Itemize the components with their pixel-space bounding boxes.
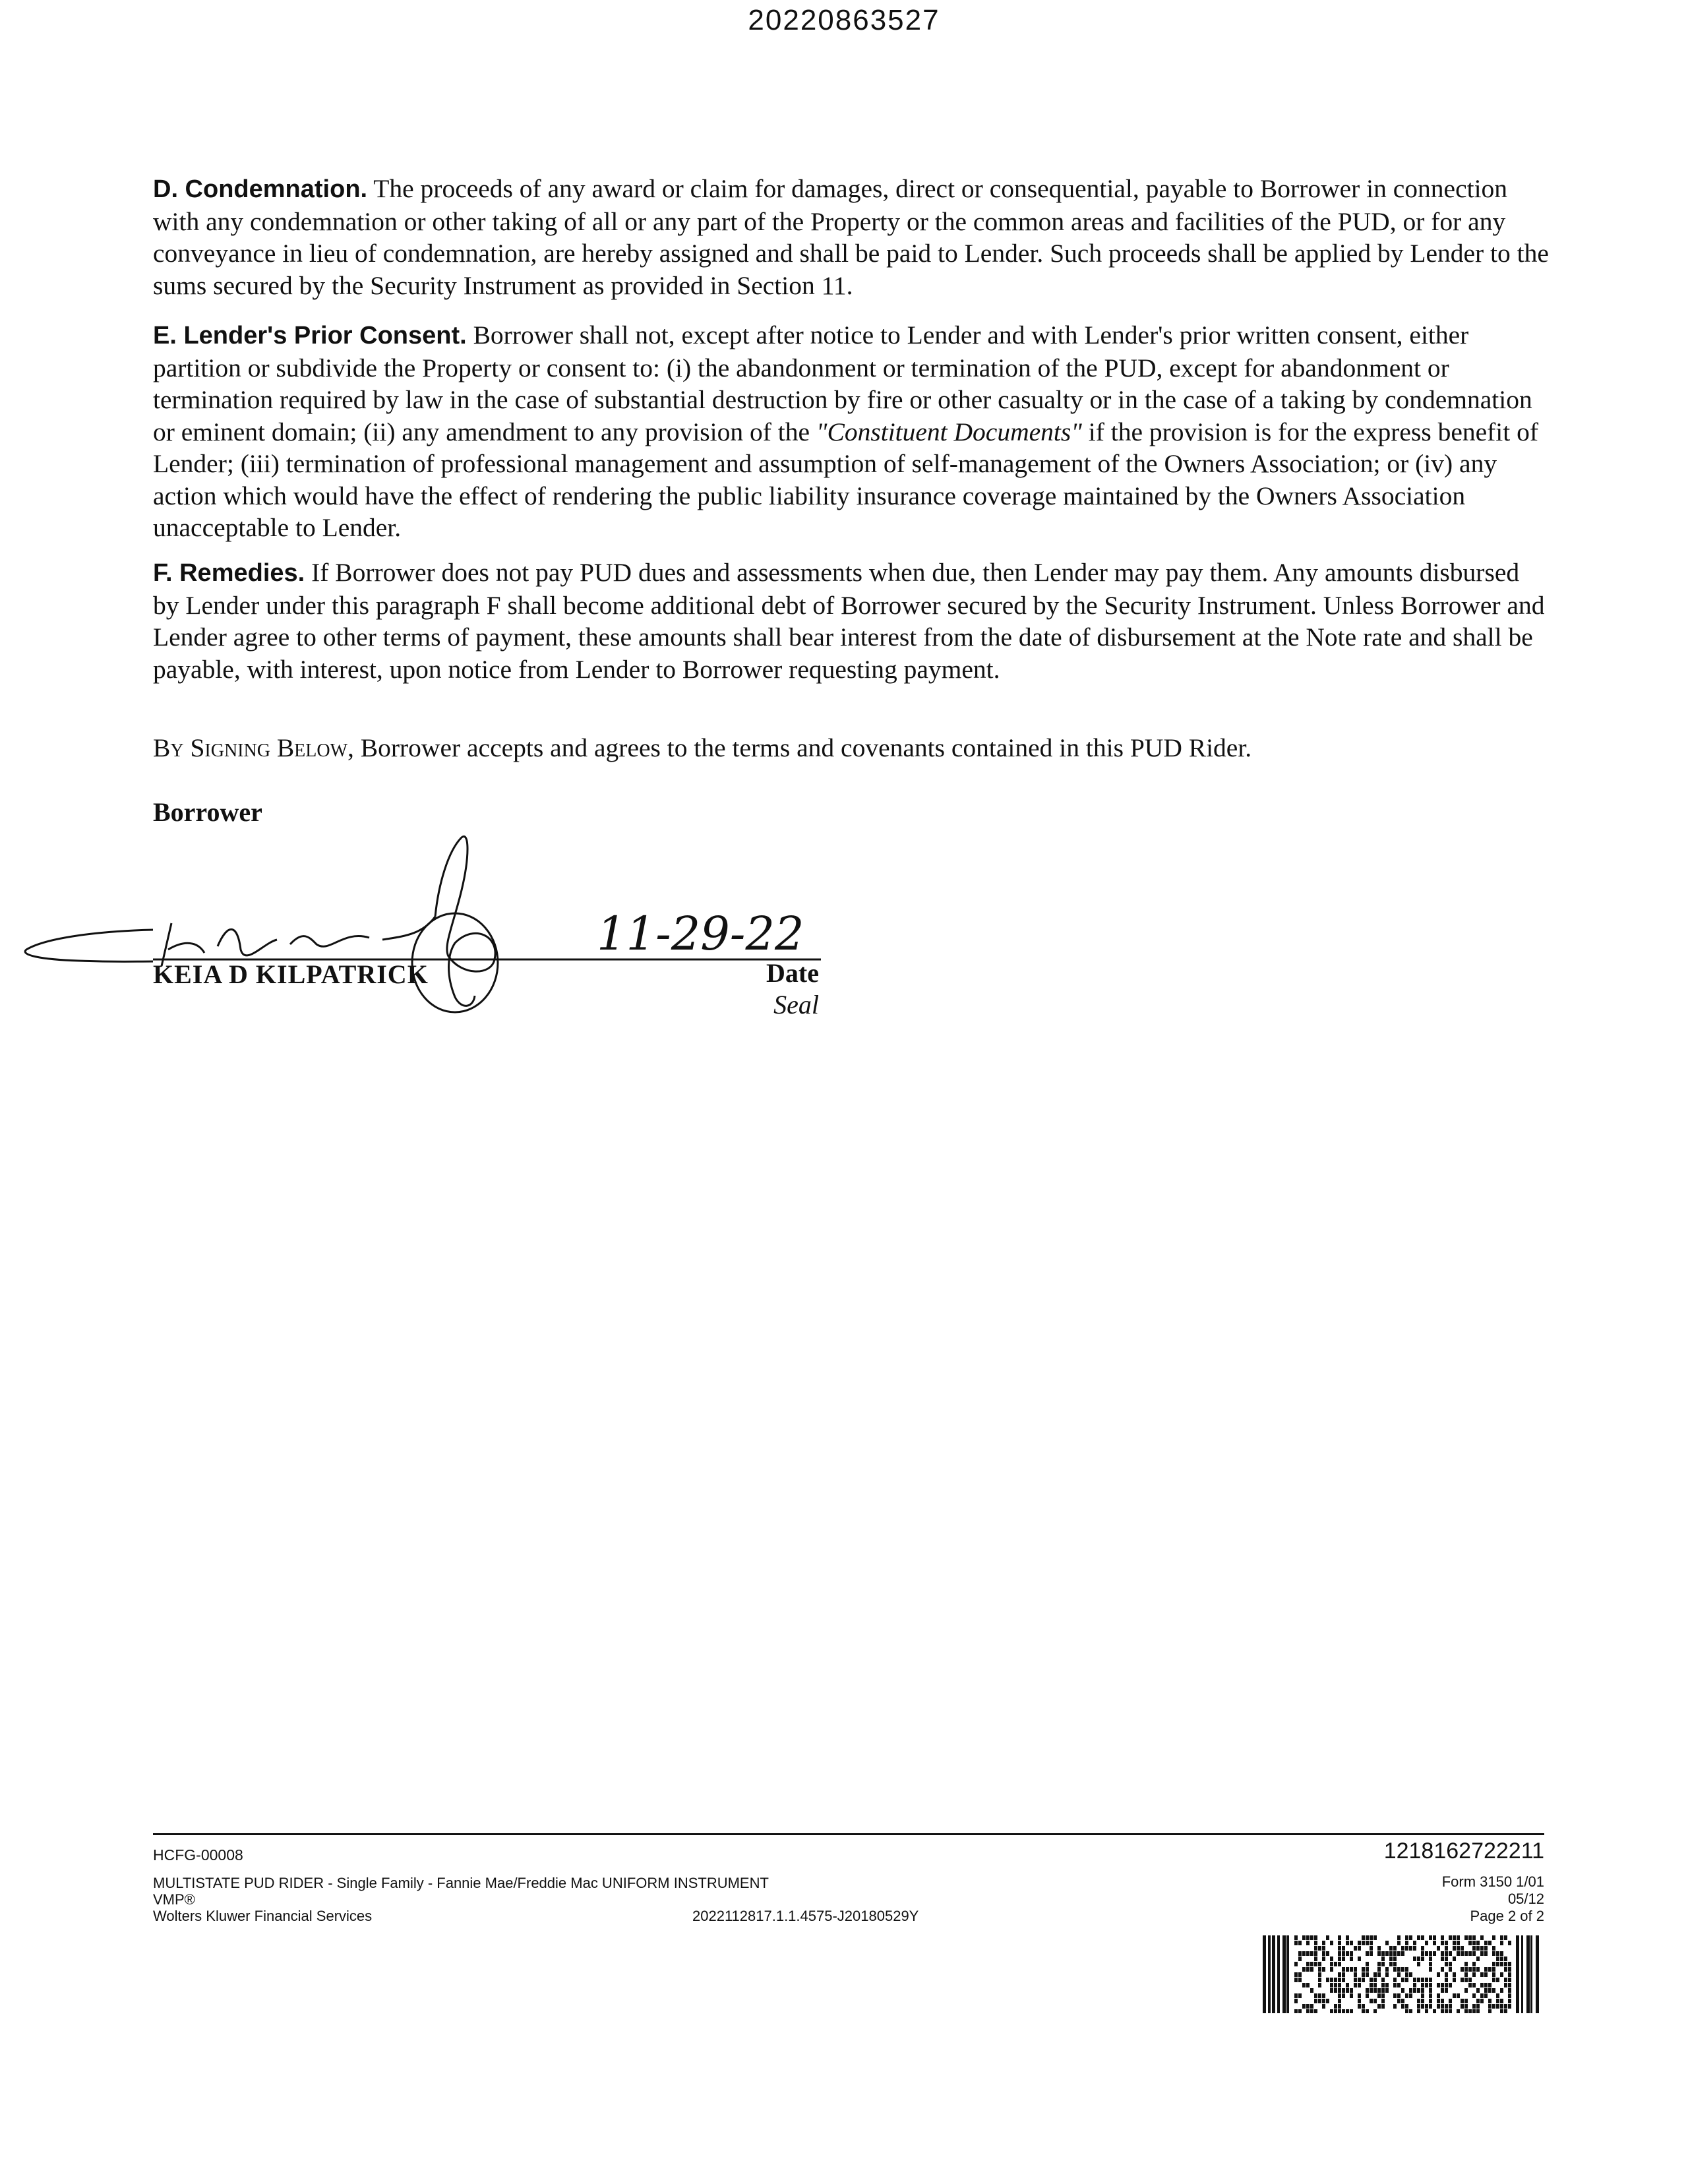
section-heading: F. Remedies.: [153, 559, 305, 587]
page-number: Page 2 of 2: [1470, 1908, 1544, 1924]
loan-number: 1218162722211: [1383, 1838, 1544, 1864]
barcode-icon: [1263, 1935, 1540, 2013]
section-heading: E. Lender's Prior Consent.: [153, 322, 467, 349]
vmp-mark: VMP®: [153, 1891, 195, 1908]
handwritten-date: 11-29-22: [597, 907, 804, 961]
signing-statement: [153, 732, 1551, 764]
section-remedies: [153, 557, 1551, 685]
signing-lead: By Signing Below,: [153, 733, 354, 762]
constituent-documents-term: "Constituent Documents": [816, 417, 1082, 446]
document-id: 2022112817.1.1.4575-J20180529Y: [692, 1908, 919, 1924]
signing-body: Borrower accepts and agrees to the terms and covenants contained in this PUD Rider.: [353, 733, 1252, 762]
section-body: The proceeds of any award or claim for damages, direct or consequential, payable to Borrower in connection with any condemnation or other taking of all or any part of the Property or the common areas and facilities of the PUD, or for any conveyance in lieu of condemnation, are hereby assigned and shall be paid to Lender. Such proceeds shall be applied by Lender to the sums secured by the Security Instrument as provided in Section 11.: [153, 174, 1549, 300]
publisher: Wolters Kluwer Financial Services: [153, 1908, 373, 1924]
footer-rule: [153, 1833, 1544, 1835]
form-date: 05/12: [1507, 1891, 1544, 1907]
document-number: 20220863527: [748, 4, 940, 36]
form-number: Form 3150 1/01: [1441, 1873, 1544, 1890]
signer-name: KEIA D KILPATRICK: [153, 959, 429, 989]
section-heading: D. Condemnation.: [153, 175, 368, 203]
section-body: Borrower shall not, except after notice to Lender and with Lender's prior written consent, either partition or subdivide the Property or consent to: (i) the abandonment or termination of the PUD, except for abandonment or termination required by law in the case of substantial destruction by fire or other casualty or in the case of a taking by condemnation or eminent domain; (ii) any amendment to any provision of the: [153, 320, 1532, 446]
date-label: Date: [766, 958, 819, 988]
form-code: HCFG-00008: [153, 1846, 243, 1864]
section-lenders-prior-consent: [153, 319, 1551, 544]
seal-label: Seal: [773, 990, 819, 1019]
section-condemnation: [153, 173, 1551, 301]
form-title: MULTISTATE PUD RIDER - Single Family - Fannie Mae/Freddie Mac UNIFORM INSTRUMENT: [153, 1875, 769, 1891]
signature-stroke: [25, 930, 153, 961]
section-body: If Borrower does not pay PUD dues and assessments when due, then Lender may pay them. Any amounts disbursed by Lender under this paragraph F shall become additional debt of Borrower secured by the Security Instrument. Unless Borrower and Lender agree to other terms of payment, these amounts shall bear interest from the date of disbursement at the Note rate and shall be payable, with interest, upon notice from Lender to Borrower requesting payment.: [153, 558, 1545, 684]
section-body-continued: if the provision is for the express benefit of Lender; (iii) termination of professional management and assumption of self-management of the Owners Association; or (iv) any action which would have the effect of rendering the public liability insurance coverage maintained by the Owners Association unacceptable to Lender.: [153, 417, 1539, 542]
borrower-heading: Borrower: [153, 797, 262, 827]
